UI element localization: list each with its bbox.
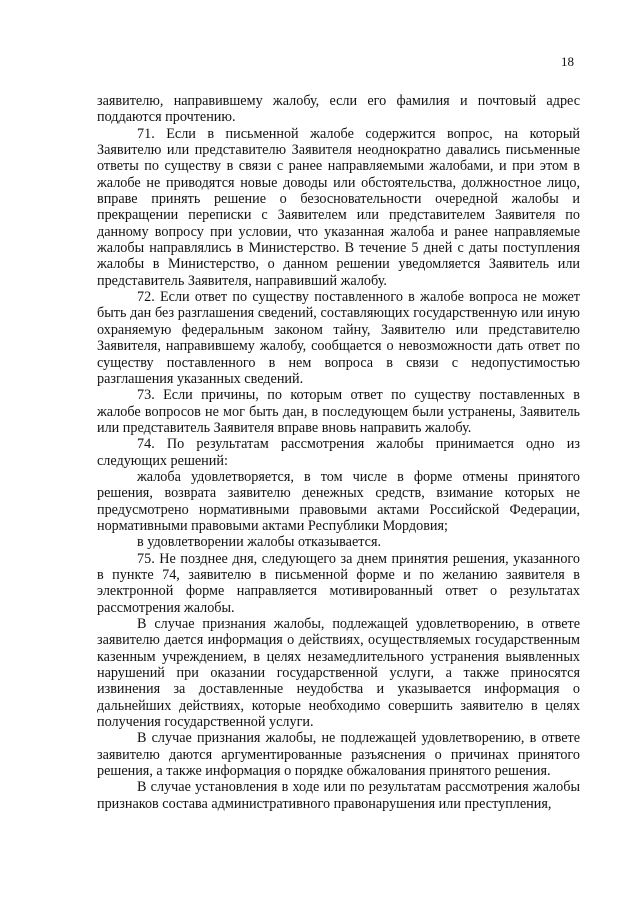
paragraph-75: 75. Не позднее дня, следующего за днем принятия решения, указанного в пункте 74, заявителю в письменной форме и по желанию заявителя в электронной форме направляется мотивированный ответ о результатах рассмотрения жалобы.	[97, 550, 580, 616]
document-body	[97, 93, 580, 812]
paragraph-continuation: заявителю, направившему жалобу, если его фамилия и почтовый адрес поддаются прочтению.	[97, 93, 580, 126]
page-number: 18	[561, 54, 574, 69]
paragraph-73: 73. Если причины, по которым ответ по существу поставленных в жалобе вопросов не мог быть дан, в последующем были устранены, Заявитель или представитель Заявителя вправе вновь направить жалобу.	[97, 387, 580, 436]
paragraph-72: 72. Если ответ по существу поставленного в жалобе вопроса не может быть дан без разглашения сведений, составляющих государственную или иную охраняемую федеральным законом тайну, Заявителю или представителю Заявителя, направившему жалобу, сообщается о невозможности дать ответ по существу поставленного в нем вопроса в связи с недопустимостью разглашения указанных сведений.	[97, 289, 580, 387]
paragraph-74: 74. По результатам рассмотрения жалобы принимается одно из следующих решений:	[97, 436, 580, 469]
paragraph-71: 71. Если в письменной жалобе содержится вопрос, на который Заявителю или представителю Заявителя неоднократно давались письменные ответы по существу в связи с ранее направляемыми жалобами, и при этом в жалобе не приводятся новые доводы или обстоятельства, должностное лицо, вправе принять решение о безосновательности очередной жалобы и прекращении переписки с Заявителем или представителем Заявителя по данному вопросу при условии, что указанная жалоба и ранее направляемые жалобы направлялись в Министерство. В течение 5 дней с даты поступления жалобы в Министерство, о данном решении уведомляется Заявитель или представитель Заявителя, направивший жалобу.	[97, 125, 580, 289]
paragraph-75-satisfied-case: В случае признания жалобы, подлежащей удовлетворению, в ответе заявителю дается информация о действиях, осуществляемых государственным казенным учреждением, в целях незамедлительного устранения выявленных нарушений при оказании государственной услуги, а также приносятся извинения за доставленные неудобства и указывается информация о дальнейших действиях, которые необходимо совершить заявителю в целях получения государственной услуги.	[97, 616, 580, 731]
paragraph-74-option-refused: в удовлетворении жалобы отказывается.	[137, 534, 382, 551]
paragraph-75-violation-case: В случае установления в ходе или по результатам рассмотрения жалобы признаков состава административного правонарушения или преступления,	[97, 779, 580, 812]
paragraph-74-option-satisfied: жалоба удовлетворяется, в том числе в форме отмены принятого решения, возврата заявителю денежных средств, взимание которых не предусмотрено нормативными правовыми актами Российской Федерации, нормативными правовыми актами Республики Мордовия;	[97, 468, 580, 534]
paragraph-75-refused-case: В случае признания жалобы, не подлежащей удовлетворению, в ответе заявителю даются аргументированные разъяснения о причинах принятого решения, а также информация о порядке обжалования принятого решения.	[97, 730, 580, 780]
